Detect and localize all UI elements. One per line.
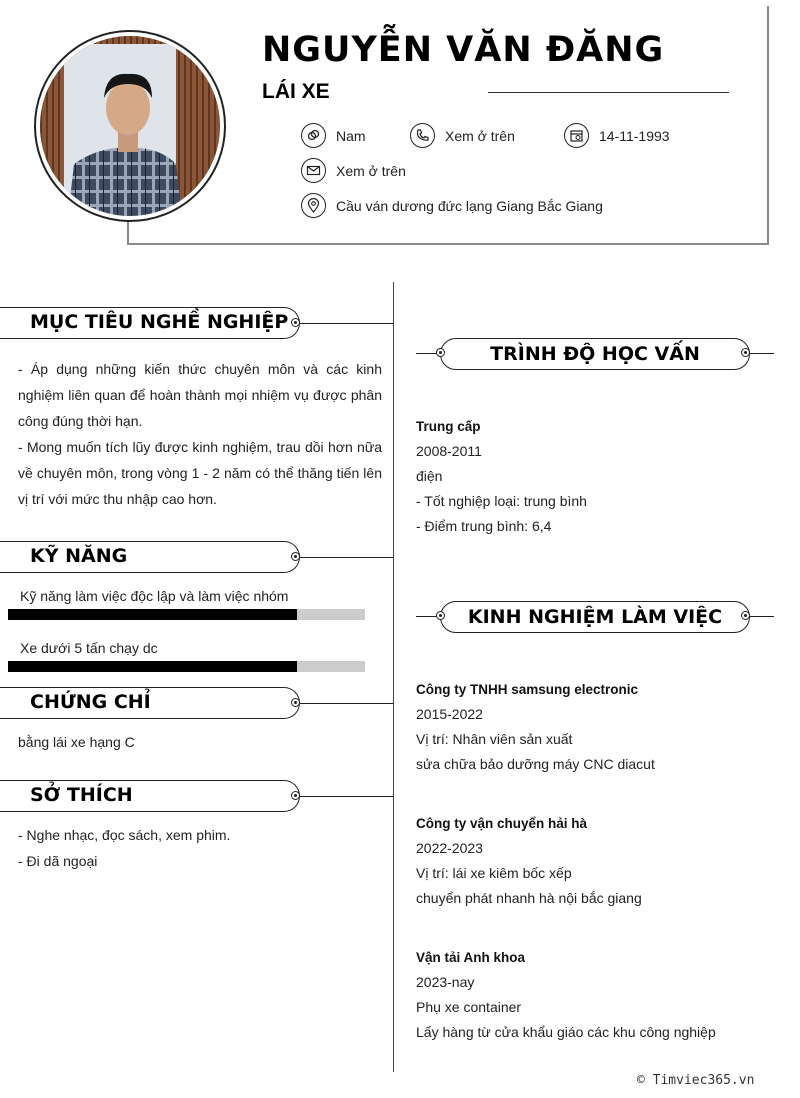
job-description: sửa chữa bảo dưỡng máy CNC diacut	[416, 756, 655, 772]
birthday-value: 14-11-1993	[599, 127, 670, 144]
education-note: - Tốt nghiệp loại: trung bình	[416, 493, 587, 509]
experience-heading-text: KINH NGHIỆM LÀM VIỆC	[467, 606, 723, 628]
objective-heading-connector	[300, 323, 393, 324]
education-heading-text: TRÌNH ĐỘ HỌC VẤN	[490, 343, 700, 365]
objective-line: - Mong muốn tích lũy được kinh nghiệm, trau dồi hơn nữa về chuyên môn, trong vòng 1 - 2 năm có thể thăng tiến lên vị trí với mức thu nhập cao hơn.	[18, 439, 382, 507]
info-address	[301, 193, 603, 218]
skill-bar	[8, 609, 365, 620]
column-divider	[393, 282, 394, 1072]
education-dot-right-front	[741, 348, 750, 357]
info-gender	[301, 123, 366, 148]
candidate-name: NGUYỄN VĂN ĐĂNG	[262, 30, 665, 70]
hobby-line: - Nghe nhạc, đọc sách, xem phim.	[18, 827, 231, 843]
info-birthday	[564, 123, 670, 148]
hobby-line: - Đi dã ngoại	[18, 853, 98, 869]
job-title: LÁI XE	[262, 80, 330, 103]
hobbies-heading-connector	[300, 796, 393, 797]
mail-icon	[301, 158, 326, 183]
experience-job	[416, 811, 786, 911]
skill-label: Xe dưới 5 tấn chạy dc	[20, 640, 158, 656]
education-period: 2008-2011	[416, 443, 482, 459]
hobbies-heading-text: SỞ THÍCH	[30, 784, 133, 806]
location-icon	[301, 193, 326, 218]
skills-heading-connector	[300, 557, 393, 558]
education-heading	[440, 338, 750, 370]
experience-dot-left	[436, 611, 445, 620]
hobbies-heading	[0, 780, 300, 812]
experience-dot-right	[741, 611, 750, 620]
objective-text	[18, 356, 382, 512]
hobbies-text	[18, 822, 382, 874]
job-company: Công ty TNHH samsung electronic	[416, 682, 639, 697]
hobbies-heading-dot	[291, 791, 300, 800]
education-connector-right	[750, 353, 774, 354]
certificates-text: bằng lái xe hạng C	[18, 734, 135, 750]
objective-heading	[0, 307, 300, 339]
calendar-icon	[564, 123, 589, 148]
job-position: Vị trí: Nhân viên sản xuất	[416, 731, 573, 747]
objective-heading-dot	[291, 318, 300, 327]
certificates-heading-dot	[291, 698, 300, 707]
phone-icon	[410, 123, 435, 148]
education-block	[416, 414, 786, 539]
skill-bar-fill	[8, 661, 297, 672]
info-phone	[410, 123, 515, 148]
education-note: - Điểm trung bình: 6,4	[416, 518, 552, 534]
skills-heading-dot	[291, 552, 300, 561]
address-value: Cầu ván dương đức lạng Giang Bắc Giang	[336, 197, 603, 214]
job-period: 2023-nay	[416, 974, 475, 990]
header-frame-right	[767, 6, 769, 245]
objective-heading-text: MỤC TIÊU NGHỀ NGHIỆP	[30, 311, 289, 333]
phone-value: Xem ở trên	[445, 127, 515, 144]
certificates-heading-connector	[300, 703, 393, 704]
experience-connector-right	[750, 616, 774, 617]
skill-label: Kỹ năng làm việc độc lập và làm việc nhóm	[20, 588, 289, 604]
skills-heading-text: KỸ NĂNG	[30, 545, 128, 567]
skill-bar-fill	[8, 609, 297, 620]
info-email	[301, 158, 406, 183]
certificates-heading	[0, 687, 300, 719]
education-major: điện	[416, 468, 443, 484]
job-company: Công ty vận chuyển hải hà	[416, 816, 588, 831]
gender-value: Nam	[336, 127, 366, 144]
job-period: 2022-2023	[416, 840, 483, 856]
gender-icon	[301, 123, 326, 148]
avatar	[40, 36, 220, 216]
job-period: 2015-2022	[416, 706, 483, 722]
experience-heading	[440, 601, 750, 633]
education-dot-left-front	[436, 348, 445, 357]
footer-watermark: © Timviec365.vn	[637, 1073, 755, 1088]
job-description: chuyển phát nhanh hà nội bắc giang	[416, 890, 642, 906]
job-company: Vận tải Anh khoa	[416, 950, 526, 965]
job-title-rule	[488, 92, 729, 93]
email-value: Xem ở trên	[336, 162, 406, 179]
objective-line: - Áp dụng những kiến thức chuyên môn và các kinh nghiệm liên quan để hoàn thành mọi nhiệm vụ được phân công đúng thời hạn.	[18, 361, 382, 429]
skills-heading	[0, 541, 300, 573]
education-school: Trung cấp	[416, 419, 481, 434]
job-description: Lấy hàng từ cửa khẩu giáo các khu công nghiệp	[416, 1024, 716, 1040]
experience-job	[416, 677, 786, 777]
job-position: Vị trí: lái xe kiêm bốc xếp	[416, 865, 572, 881]
experience-job	[416, 945, 786, 1045]
certificates-heading-text: CHỨNG CHỈ	[30, 691, 151, 713]
skill-bar	[8, 661, 365, 672]
job-position: Phụ xe container	[416, 999, 522, 1015]
header-frame-bottom	[128, 243, 769, 245]
